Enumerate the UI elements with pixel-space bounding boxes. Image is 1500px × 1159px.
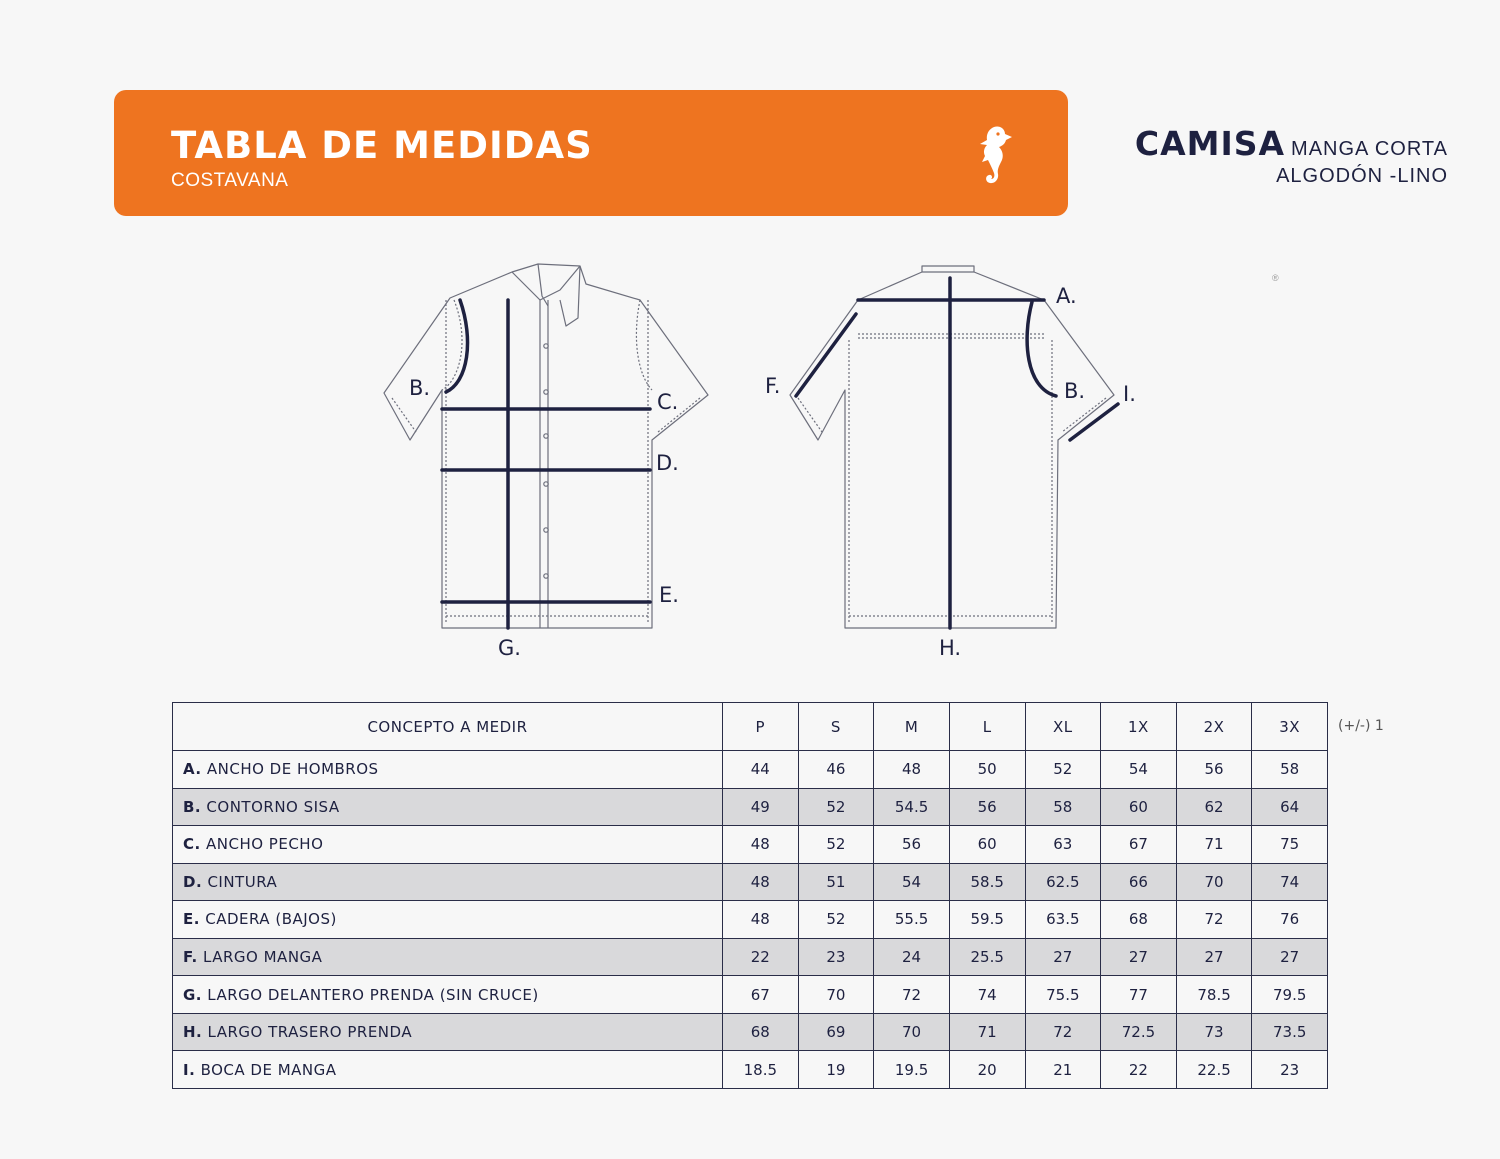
measurement-cell: 52 — [798, 788, 874, 826]
concept-cell — [173, 863, 723, 901]
concept-cell — [173, 826, 723, 864]
back-label-f: F. — [765, 374, 781, 398]
table-row — [173, 1051, 1328, 1089]
measurement-cell: 21 — [1025, 1051, 1101, 1089]
concept-cell — [173, 938, 723, 976]
brand-name: COSTAVANA — [171, 170, 289, 191]
back-label-i: I. — [1123, 382, 1136, 406]
measurement-cell: 51 — [798, 863, 874, 901]
concept-letter: G. — [183, 985, 203, 1004]
measurement-cell: 68 — [723, 1013, 799, 1051]
size-header: L — [949, 703, 1025, 751]
concept-letter: I. — [183, 1060, 196, 1079]
front-label-b: B. — [409, 376, 431, 400]
measurement-cell: 56 — [1176, 751, 1252, 789]
measurement-cell: 75.5 — [1025, 976, 1101, 1014]
measurement-cell: 59.5 — [949, 901, 1025, 939]
table-header-row — [173, 703, 1328, 751]
measurement-cell: 77 — [1101, 976, 1177, 1014]
concept-letter: D. — [183, 872, 203, 891]
back-shirt-outline — [790, 266, 1114, 628]
measurement-cell: 78.5 — [1176, 976, 1252, 1014]
measurement-cell: 54.5 — [874, 788, 950, 826]
table-row — [173, 901, 1328, 939]
concept-letter: F. — [183, 948, 198, 966]
concept-label: BOCA DE MANGA — [200, 1060, 337, 1079]
size-header: 2X — [1176, 703, 1252, 751]
measurement-cell: 63 — [1025, 826, 1101, 864]
back-label-h: H. — [939, 636, 962, 660]
measurement-cell: 48 — [723, 826, 799, 864]
measurement-cell: 72 — [1025, 1013, 1101, 1051]
front-shirt-outline — [384, 264, 708, 628]
concept-label: LARGO MANGA — [203, 948, 323, 966]
measurement-cell: 56 — [949, 788, 1025, 826]
measurement-cell: 50 — [949, 751, 1025, 789]
back-label-b: B. — [1064, 379, 1086, 403]
measurement-cell: 48 — [874, 751, 950, 789]
measurement-cell: 70 — [1176, 863, 1252, 901]
measurement-cell: 27 — [1101, 938, 1177, 976]
product-name: CAMISA — [1134, 124, 1286, 163]
measurement-cell: 74 — [949, 976, 1025, 1014]
table-row — [173, 788, 1328, 826]
measurement-cell: 72 — [1176, 901, 1252, 939]
measurement-cell: 76 — [1252, 901, 1328, 939]
concept-label: ANCHO DE HOMBROS — [206, 760, 379, 779]
measurement-cell: 70 — [874, 1013, 950, 1051]
concept-label: LARGO DELANTERO PRENDA (SIN CRUCE) — [207, 985, 539, 1004]
measurement-cell: 79.5 — [1252, 976, 1328, 1014]
concept-letter: C. — [183, 835, 201, 854]
measurement-cell: 52 — [798, 826, 874, 864]
concept-cell — [173, 751, 723, 789]
measurement-cell: 58 — [1252, 751, 1328, 789]
measurement-cell: 67 — [723, 976, 799, 1014]
measurement-cell: 19 — [798, 1051, 874, 1089]
size-header: P — [723, 703, 799, 751]
measurement-cell: 23 — [1252, 1051, 1328, 1089]
size-header: 3X — [1252, 703, 1328, 751]
measurement-cell: 55.5 — [874, 901, 950, 939]
concept-label: LARGO TRASERO PRENDA — [207, 1023, 413, 1042]
measurement-cell: 48 — [723, 863, 799, 901]
product-style: MANGA CORTA — [1291, 138, 1448, 160]
table-row — [173, 1013, 1328, 1051]
measurement-cell: 64 — [1252, 788, 1328, 826]
measurement-cell: 60 — [1101, 788, 1177, 826]
concept-label: CONTORNO SISA — [206, 797, 340, 816]
size-header: S — [798, 703, 874, 751]
measurement-cell: 62.5 — [1025, 863, 1101, 901]
size-table — [172, 702, 1328, 1089]
measurement-cell: 22.5 — [1176, 1051, 1252, 1089]
size-header: M — [874, 703, 950, 751]
registered-mark: ® — [1272, 273, 1279, 283]
measurement-cell: 49 — [723, 788, 799, 826]
measurement-cell: 22 — [723, 938, 799, 976]
measurement-cell: 18.5 — [723, 1051, 799, 1089]
concept-cell — [173, 976, 723, 1014]
table-row — [173, 938, 1328, 976]
concept-header: CONCEPTO A MEDIR — [173, 703, 723, 751]
concept-label: CINTURA — [207, 872, 278, 891]
measurement-cell: 71 — [1176, 826, 1252, 864]
measurement-cell: 27 — [1025, 938, 1101, 976]
measurement-cell: 74 — [1252, 863, 1328, 901]
table-row — [173, 826, 1328, 864]
concept-label: CADERA (BAJOS) — [205, 910, 337, 929]
tolerance-note: (+/-) 1 — [1338, 718, 1384, 734]
measurement-cell: 27 — [1252, 938, 1328, 976]
measurement-cell: 68 — [1101, 901, 1177, 939]
concept-letter: E. — [183, 910, 200, 929]
measurement-cell: 60 — [949, 826, 1025, 864]
table-row — [173, 863, 1328, 901]
concept-letter: B. — [183, 797, 202, 816]
concept-cell — [173, 1013, 723, 1051]
measurement-cell: 73.5 — [1252, 1013, 1328, 1051]
concept-letter: H. — [183, 1023, 203, 1042]
measurement-cell: 54 — [1101, 751, 1177, 789]
product-fabric: ALGODÓN -LINO — [1276, 165, 1448, 187]
measurement-cell: 72.5 — [1101, 1013, 1177, 1051]
measurement-cell: 58.5 — [949, 863, 1025, 901]
concept-cell — [173, 1051, 723, 1089]
size-header: XL — [1025, 703, 1101, 751]
front-label-g: G. — [498, 636, 521, 660]
front-label-e: E. — [659, 583, 679, 607]
measurement-cell: 71 — [949, 1013, 1025, 1051]
measurement-cell: 52 — [1025, 751, 1101, 789]
measurement-cell: 70 — [798, 976, 874, 1014]
measurement-cell: 73 — [1176, 1013, 1252, 1051]
measurement-cell: 44 — [723, 751, 799, 789]
measurement-cell: 63.5 — [1025, 901, 1101, 939]
measurement-cell: 75 — [1252, 826, 1328, 864]
measurement-cell: 25.5 — [949, 938, 1025, 976]
table-row — [173, 751, 1328, 789]
size-header: 1X — [1101, 703, 1177, 751]
concept-cell — [173, 901, 723, 939]
concept-label: ANCHO PECHO — [206, 835, 324, 854]
concept-letter: A. — [183, 760, 202, 779]
measurement-cell: 56 — [874, 826, 950, 864]
back-label-a: A. — [1056, 284, 1077, 308]
measurement-cell: 67 — [1101, 826, 1177, 864]
measurement-cell: 69 — [798, 1013, 874, 1051]
measurement-cell: 52 — [798, 901, 874, 939]
measurement-cell: 48 — [723, 901, 799, 939]
measurement-cell: 62 — [1176, 788, 1252, 826]
measurement-cell: 24 — [874, 938, 950, 976]
measurement-cell: 54 — [874, 863, 950, 901]
measurement-cell: 72 — [874, 976, 950, 1014]
front-label-d: D. — [656, 451, 679, 475]
measurement-cell: 23 — [798, 938, 874, 976]
measurement-cell: 58 — [1025, 788, 1101, 826]
measurement-cell: 27 — [1176, 938, 1252, 976]
front-label-c: C. — [657, 390, 679, 414]
table-row — [173, 976, 1328, 1014]
measurement-cell: 20 — [949, 1051, 1025, 1089]
measurement-cell: 46 — [798, 751, 874, 789]
concept-cell — [173, 788, 723, 826]
page-title: TABLA DE MEDIDAS — [171, 124, 593, 167]
measurement-cell: 19.5 — [874, 1051, 950, 1089]
measurement-cell: 22 — [1101, 1051, 1177, 1089]
measurement-cell: 66 — [1101, 863, 1177, 901]
